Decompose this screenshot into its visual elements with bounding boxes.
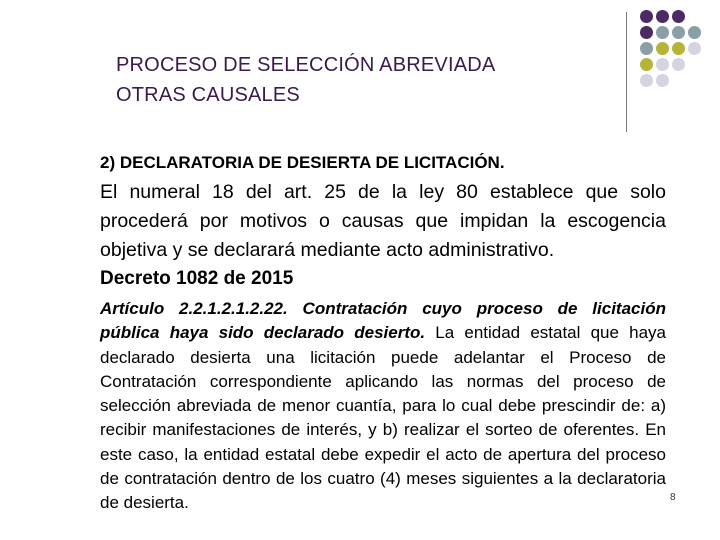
decorative-dot [688,74,701,87]
decorative-dot-grid [640,10,701,87]
page-number: 8 [670,492,676,503]
decorative-dot [640,26,653,39]
decorative-dot [672,42,685,55]
decorative-dot [688,26,701,39]
decorative-dot [640,10,653,23]
decorative-dot [672,26,685,39]
section-subheading: 2) DECLARATORIA DE DESIERTA DE LICITACIÓN. [100,153,505,172]
decorative-dot [656,26,669,39]
decorative-divider [626,12,627,132]
decorative-dot [672,10,685,23]
decorative-dot [640,42,653,55]
decorative-dot [640,58,653,71]
decorative-dot [656,10,669,23]
article-body: La entidad estatal que haya declarado desierta una licitación puede adelantar el Proceso de Contratación correspondiente aplicando las normas del proceso de selección abreviada de menor cuantía, para lo cual debe prescindir de: a) recibir manifestaciones de interés, y b) realizar el sorteo de oferentes. En este caso, la entidad estatal debe expedir el acto de apertura del proceso de contratación dentro de los cuatro (4) meses siguientes a la declaratoria de desierta. [100,323,666,513]
slide-body [100,150,666,516]
slide-title-line-2: OTRAS CAUSALES [116,84,300,106]
decorative-dot [688,58,701,71]
decorative-dot [688,42,701,55]
decorative-dot [672,74,685,87]
decorative-dot [656,74,669,87]
decorative-dot [656,58,669,71]
slide-title [116,50,495,110]
decorative-dot [688,10,701,23]
decorative-dot [672,58,685,71]
decorative-dot [656,42,669,55]
body-paragraph: El numeral 18 del art. 25 de la ley 80 establece que solo procederá por motivos o causas que impidan la escogencia objetiva y se declarará mediante acto administrativo. [100,181,666,261]
decorative-dot [640,74,653,87]
decree-heading: Decreto 1082 de 2015 [100,268,294,289]
slide-title-line-1: PROCESO DE SELECCIÓN ABREVIADA [116,54,496,76]
article-heading: Artículo 2.2.1.2.1.2.22. Contratación cuyo proceso de licitación pública haya sido declarado desierto. [100,299,666,343]
article-text [100,297,666,516]
